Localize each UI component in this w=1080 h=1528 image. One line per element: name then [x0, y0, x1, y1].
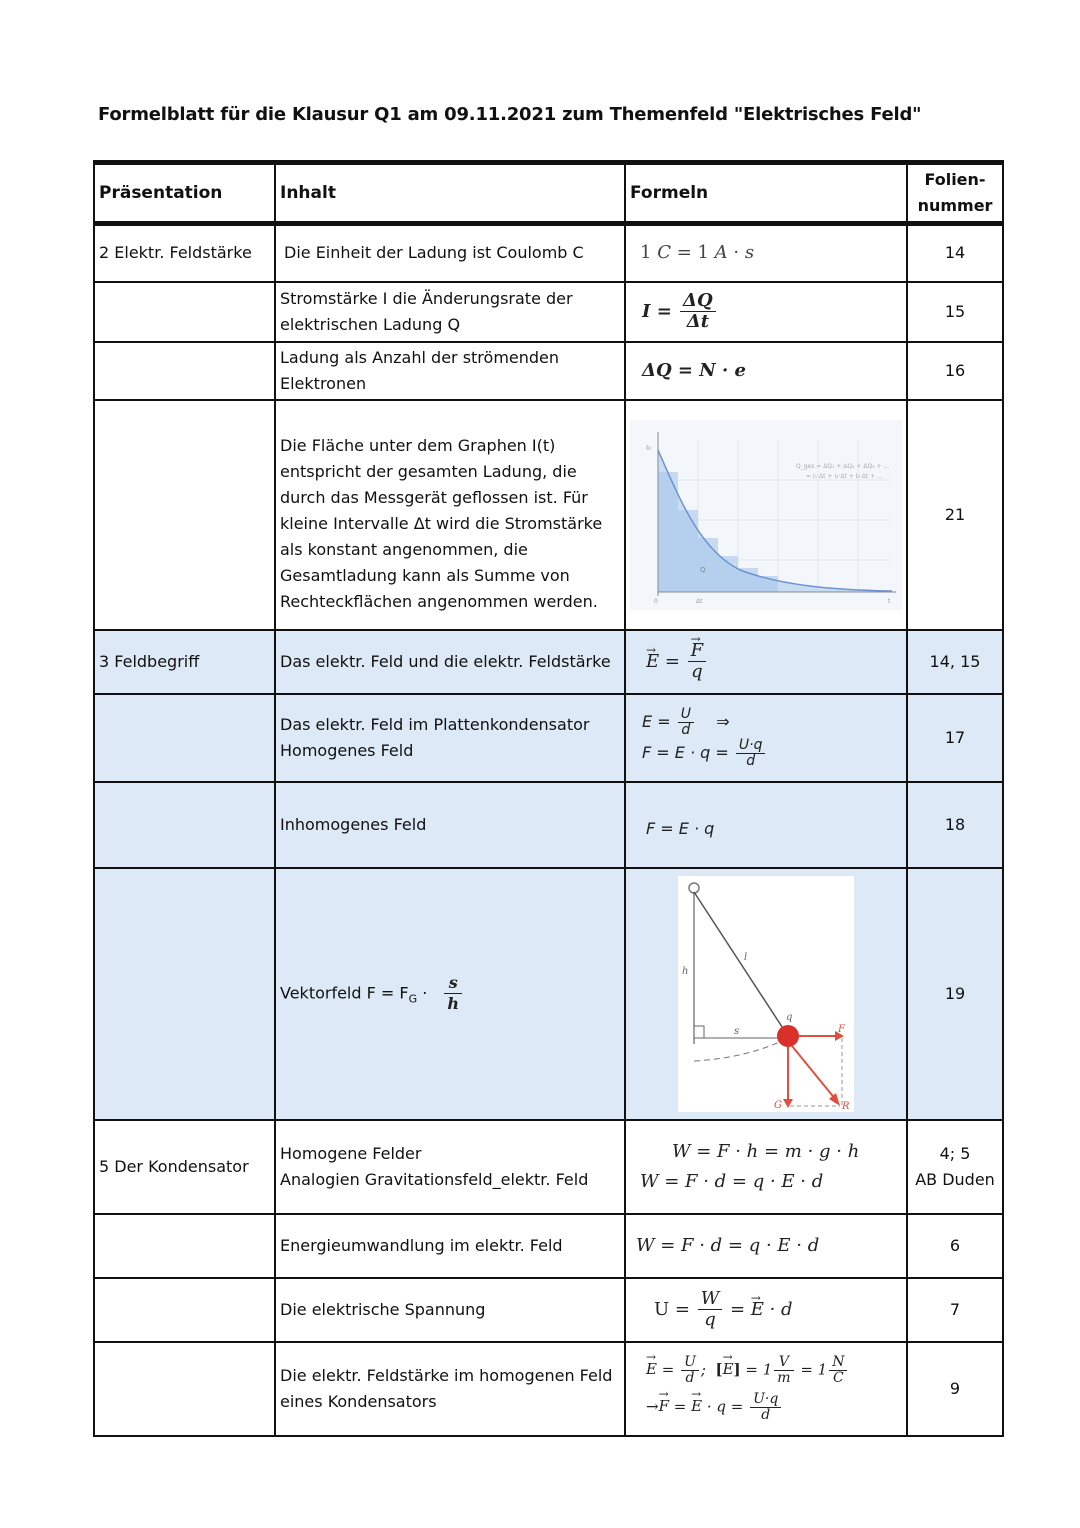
- table-row: [94, 1278, 1003, 1342]
- formula-vektorfeld: $\frac{s}{h}$: [442, 983, 464, 1004]
- cell-inhalt: Die Fläche unter dem Graphen I(t) entspricht der gesamten Ladung, die durch das Messgerät geflossen ist. Für kleine Intervalle Δt wird die Stromstärke als konstant angenommen, die Gesamtladung kann als Summe von Rechteckflächen angenommen werden.: [275, 400, 625, 630]
- folie-line-1: 4; 5: [939, 1143, 971, 1163]
- vektorfeld-sub: G: [408, 992, 418, 1006]
- formula-plattenkondensator-1: E = $\frac{U}{d}$ ⇒: [642, 705, 730, 738]
- pendulum-label-g: G: [774, 1099, 782, 1111]
- current-time-graph: [630, 420, 902, 610]
- cell-praesentation: 3 Feldbegriff: [94, 630, 275, 694]
- formula-ladung: ΔQ = N · e: [642, 359, 746, 381]
- cell-praesentation: [94, 1214, 275, 1278]
- folie-line-2: AB Duden: [915, 1169, 995, 1189]
- table-row: [94, 1342, 1003, 1436]
- cell-praesentation: [94, 782, 275, 868]
- cell-inhalt: [275, 1120, 625, 1214]
- cell-inhalt: Energieumwandlung im elektr. Feld: [275, 1214, 625, 1278]
- cell-folie: 14, 15: [907, 630, 1003, 694]
- table-row: [94, 868, 1003, 1120]
- formula-plattenkondensator-2: F = E · q = $\frac{U\cdot q}{d}$: [642, 738, 902, 769]
- cell-formel: [625, 694, 907, 782]
- formula-kondensator-2: →→ F = → E · q = $\frac{U\cdot q}{d}$: [646, 1392, 902, 1423]
- cell-praesentation: [94, 1342, 275, 1436]
- table-row: [94, 400, 1003, 630]
- table-row: [94, 782, 1003, 868]
- cell-formel: [625, 868, 907, 1120]
- graph-label-zero: 0: [654, 597, 658, 605]
- header-formeln: Formeln: [625, 163, 907, 224]
- cell-folie: 18: [907, 782, 1003, 868]
- cell-folie: 6: [907, 1214, 1003, 1278]
- header-folien: [907, 163, 1003, 224]
- cell-praesentation: 5 Der Kondensator: [94, 1120, 275, 1214]
- pendulum-label-l: l: [744, 951, 748, 963]
- cell-inhalt: [275, 694, 625, 782]
- inhalt-line-1: Das elektr. Feld im Plattenkondensator: [280, 714, 590, 734]
- inhalt-line-1: Homogene Felder: [280, 1143, 422, 1163]
- cell-inhalt: Die elektrische Spannung: [275, 1278, 625, 1342]
- cell-inhalt: Die elektr. Feldstärke im homogenen Feld eines Kondensators: [275, 1342, 625, 1436]
- cell-praesentation: [94, 342, 275, 400]
- formula-table: [93, 160, 1004, 1437]
- cell-inhalt: Stromstärke I die Änderungsrate der elektrischen Ladung Q: [275, 282, 625, 342]
- cell-folie: 9: [907, 1342, 1003, 1436]
- cell-inhalt: Ladung als Anzahl der strömenden Elektronen: [275, 342, 625, 400]
- table-row: [94, 282, 1003, 342]
- graph-label-sum1: Q_ges = ΔQ₁ + ΔQ₂ + ΔQ₃ + ...: [796, 462, 890, 470]
- header-folien-label: Folien-nummer: [917, 170, 993, 215]
- formula-arbeit-elektr: W = F · d = q · E · d: [640, 1170, 824, 1192]
- cell-inhalt: Vektorfeld $F = F_G$ · $\frac{s}{h}$: [275, 868, 625, 1120]
- pendulum-label-s: s: [734, 1025, 740, 1037]
- formula-spannung: U = $\frac{W}{q}$ = → E · d: [654, 1299, 793, 1320]
- cell-formel: [625, 1278, 907, 1342]
- cell-inhalt: Die Einheit der Ladung ist Coulomb C: [275, 224, 625, 282]
- cell-formel: [625, 630, 907, 694]
- cell-praesentation: 2 Elektr. Feldstärke: [94, 224, 275, 282]
- cell-folie: [907, 1120, 1003, 1214]
- cell-folie: 14: [907, 224, 1003, 282]
- pendulum-label-q: q: [786, 1011, 793, 1023]
- cell-folie: 21: [907, 400, 1003, 630]
- graph-label-t: t: [888, 597, 891, 605]
- formula-inhomogen: F = E · q: [646, 818, 715, 838]
- cell-praesentation: [94, 400, 275, 630]
- cell-formel: [625, 782, 907, 868]
- pendulum-label-r: R: [842, 1100, 850, 1112]
- cell-formel: [625, 1120, 907, 1214]
- table-header-row: [94, 163, 1003, 224]
- page-title: Formelblatt für die Klausur Q1 am 09.11.2021 zum Themenfeld "Elektrisches Feld": [98, 104, 922, 125]
- inhalt-line-2: Homogenes Feld: [280, 740, 414, 760]
- cell-folie: 15: [907, 282, 1003, 342]
- cell-folie: 19: [907, 868, 1003, 1120]
- header-inhalt: Inhalt: [275, 163, 625, 224]
- cell-praesentation: [94, 282, 275, 342]
- graph-label-dt: Δt: [696, 597, 703, 605]
- table-row: [94, 342, 1003, 400]
- cell-formel: [625, 1342, 907, 1436]
- cell-folie: 16: [907, 342, 1003, 400]
- table-row: [94, 630, 1003, 694]
- vektorfeld-label: Vektorfeld F = F: [280, 983, 409, 1003]
- cell-formel: [625, 1214, 907, 1278]
- graph-label-q: Q: [700, 565, 706, 574]
- table-row: [94, 1120, 1003, 1214]
- graph-label-sum2: = I₁·Δt + I₂·Δt + I₃·Δt + ...: [806, 472, 883, 480]
- pendulum-diagram: [678, 876, 854, 1112]
- cell-formel: [625, 342, 907, 400]
- cell-formel: [625, 224, 907, 282]
- formula-kondensator-1: → E = $\frac{U}{d}$ ; [→ E] = 1 $\frac{V}{m}$ = 1 $\frac{N}{C}$: [646, 1355, 902, 1386]
- cell-inhalt: Das elektr. Feld und die elektr. Feldstärke: [275, 630, 625, 694]
- formula-feldstaerke: → E = → $\frac{F}{q}$: [646, 651, 708, 672]
- cell-folie: 7: [907, 1278, 1003, 1342]
- formula-arbeit-grav: W = F · h = m · g · h: [672, 1140, 860, 1162]
- cell-praesentation: [94, 1278, 275, 1342]
- cell-praesentation: [94, 868, 275, 1120]
- formula-energie: W = F · d = q · E · d: [636, 1234, 820, 1256]
- cell-inhalt: Inhomogenes Feld: [275, 782, 625, 868]
- table-row: [94, 1214, 1003, 1278]
- cell-folie: 17: [907, 694, 1003, 782]
- table-row: [94, 224, 1003, 282]
- header-praesentation: Präsentation: [94, 163, 275, 224]
- cell-formel: [625, 400, 907, 630]
- table-row: [94, 694, 1003, 782]
- inhalt-line-2: Analogien Gravitationsfeld_elektr. Feld: [280, 1169, 589, 1189]
- pendulum-label-f: F: [838, 1023, 845, 1035]
- graph-label-y: I₀: [646, 443, 651, 452]
- cell-praesentation: [94, 694, 275, 782]
- formula-stromstaerke: I = $\frac{\Delta Q}{\Delta t}$: [642, 301, 718, 322]
- cell-formel: [625, 282, 907, 342]
- formula-coulomb: 1 C = 1 A · s: [640, 242, 755, 264]
- pendulum-label-h: h: [682, 965, 689, 977]
